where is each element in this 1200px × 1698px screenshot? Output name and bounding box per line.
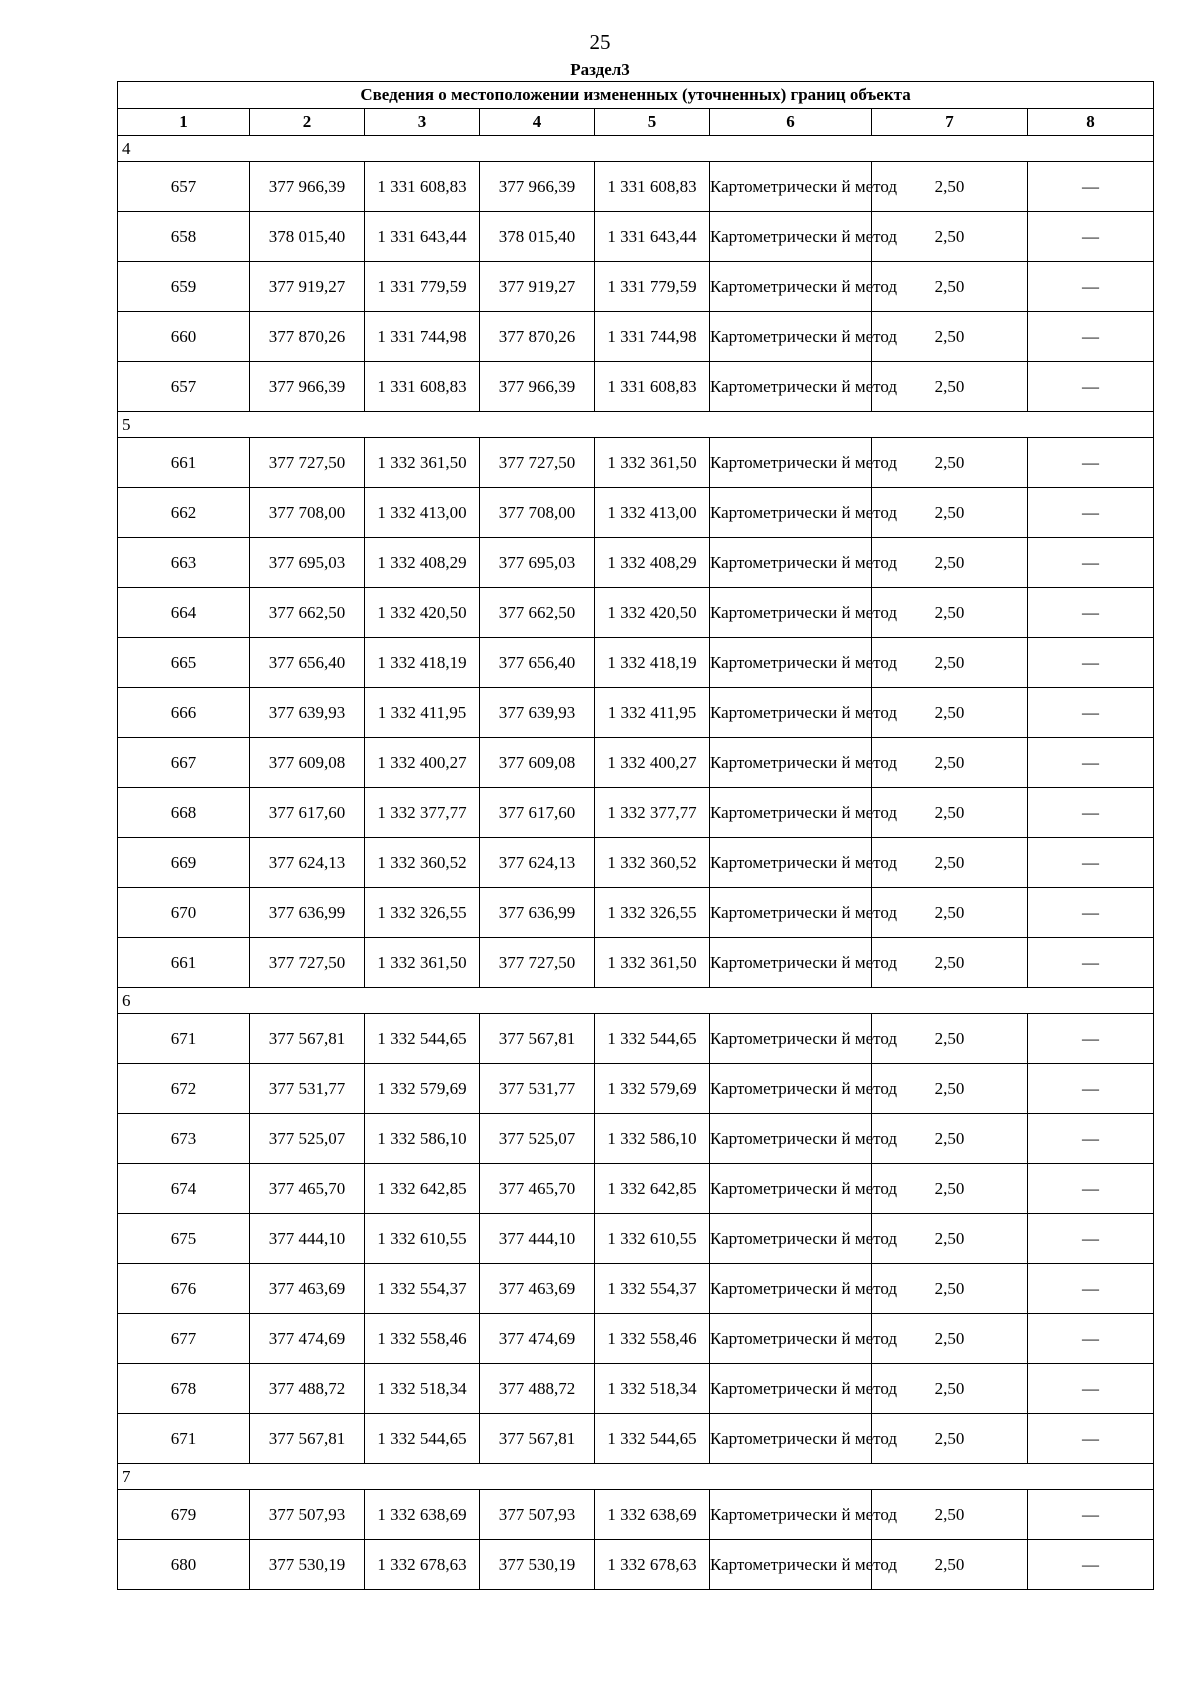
x-new-cell: 377 567,81 [480,1414,595,1464]
y-new-cell: 1 332 518,34 [595,1364,710,1414]
y-old-cell: 1 331 608,83 [365,362,480,412]
description-cell: — [1028,488,1154,538]
accuracy-cell: 2,50 [872,438,1028,488]
y-old-cell: 1 332 408,29 [365,538,480,588]
description-cell: — [1028,1164,1154,1214]
point-number-cell: 661 [118,938,250,988]
accuracy-cell: 2,50 [872,362,1028,412]
method-cell: Картометрически й метод [710,1414,872,1464]
y-old-cell: 1 332 518,34 [365,1364,480,1414]
column-header: 7 [872,109,1028,136]
point-number-cell: 678 [118,1364,250,1414]
accuracy-cell: 2,50 [872,1214,1028,1264]
x-new-cell: 377 656,40 [480,638,595,688]
y-old-cell: 1 332 400,27 [365,738,480,788]
point-number-cell: 666 [118,688,250,738]
x-old-cell: 377 531,77 [250,1064,365,1114]
x-new-cell: 377 662,50 [480,588,595,638]
method-cell: Картометрически й метод [710,688,872,738]
method-cell: Картометрически й метод [710,788,872,838]
description-cell: — [1028,1364,1154,1414]
description-cell: — [1028,1540,1154,1590]
method-cell: Картометрически й метод [710,1014,872,1064]
x-old-cell: 377 662,50 [250,588,365,638]
accuracy-cell: 2,50 [872,488,1028,538]
table-row [118,1540,1154,1590]
y-new-cell: 1 332 361,50 [595,438,710,488]
x-new-cell: 377 870,26 [480,312,595,362]
point-number-cell: 676 [118,1264,250,1314]
y-new-cell: 1 332 586,10 [595,1114,710,1164]
x-new-cell: 377 567,81 [480,1014,595,1064]
table-body [118,136,1154,1590]
method-cell: Картометрически й метод [710,1264,872,1314]
point-number-cell: 670 [118,888,250,938]
y-old-cell: 1 332 377,77 [365,788,480,838]
accuracy-cell: 2,50 [872,838,1028,888]
accuracy-cell: 2,50 [872,1264,1028,1314]
y-old-cell: 1 332 554,37 [365,1264,480,1314]
x-old-cell: 377 708,00 [250,488,365,538]
method-cell: Картометрически й метод [710,312,872,362]
group-row [118,1464,1154,1490]
y-old-cell: 1 332 326,55 [365,888,480,938]
column-header: 2 [250,109,365,136]
x-old-cell: 377 465,70 [250,1164,365,1214]
group-label: 5 [118,412,1154,438]
description-cell: — [1028,1064,1154,1114]
x-old-cell: 377 727,50 [250,438,365,488]
group-row [118,988,1154,1014]
x-new-cell: 378 015,40 [480,212,595,262]
x-new-cell: 377 695,03 [480,538,595,588]
x-old-cell: 377 695,03 [250,538,365,588]
accuracy-cell: 2,50 [872,538,1028,588]
table-caption-row [118,82,1154,109]
x-new-cell: 377 727,50 [480,938,595,988]
x-old-cell: 377 617,60 [250,788,365,838]
method-cell: Картометрически й метод [710,1540,872,1590]
y-new-cell: 1 331 744,98 [595,312,710,362]
description-cell: — [1028,362,1154,412]
table-row [118,262,1154,312]
x-old-cell: 377 636,99 [250,888,365,938]
y-old-cell: 1 332 413,00 [365,488,480,538]
description-cell: — [1028,1114,1154,1164]
x-old-cell: 377 567,81 [250,1414,365,1464]
description-cell: — [1028,262,1154,312]
x-old-cell: 377 624,13 [250,838,365,888]
column-header-row [118,109,1154,136]
accuracy-cell: 2,50 [872,1114,1028,1164]
table-caption: Сведения о местоположении измененных (уточненных) границ объекта [118,82,1154,109]
y-new-cell: 1 332 377,77 [595,788,710,838]
y-new-cell: 1 332 554,37 [595,1264,710,1314]
point-number-cell: 662 [118,488,250,538]
x-old-cell: 377 966,39 [250,162,365,212]
x-old-cell: 377 525,07 [250,1114,365,1164]
table-row [118,1490,1154,1540]
page-number: 25 [589,30,611,54]
table-row [118,1364,1154,1414]
point-number-cell: 671 [118,1414,250,1464]
table-row [118,1064,1154,1114]
x-new-cell: 377 966,39 [480,362,595,412]
x-new-cell: 377 530,19 [480,1540,595,1590]
y-new-cell: 1 332 610,55 [595,1214,710,1264]
method-cell: Картометрически й метод [710,262,872,312]
x-new-cell: 377 465,70 [480,1164,595,1214]
method-cell: Картометрически й метод [710,838,872,888]
accuracy-cell: 2,50 [872,1014,1028,1064]
table-row [118,312,1154,362]
x-old-cell: 377 919,27 [250,262,365,312]
y-old-cell: 1 332 610,55 [365,1214,480,1264]
description-cell: — [1028,1014,1154,1064]
table-row [118,888,1154,938]
accuracy-cell: 2,50 [872,1540,1028,1590]
section-title: Раздел3 [570,60,630,79]
x-new-cell: 377 624,13 [480,838,595,888]
method-cell: Картометрически й метод [710,738,872,788]
y-old-cell: 1 332 544,65 [365,1014,480,1064]
column-header: 1 [118,109,250,136]
x-new-cell: 377 507,93 [480,1490,595,1540]
description-cell: — [1028,212,1154,262]
point-number-cell: 660 [118,312,250,362]
table-row [118,362,1154,412]
method-cell: Картометрически й метод [710,438,872,488]
accuracy-cell: 2,50 [872,1314,1028,1364]
x-new-cell: 377 708,00 [480,488,595,538]
x-old-cell: 378 015,40 [250,212,365,262]
method-cell: Картометрически й метод [710,1314,872,1364]
x-old-cell: 377 567,81 [250,1014,365,1064]
x-old-cell: 377 656,40 [250,638,365,688]
y-old-cell: 1 332 638,69 [365,1490,480,1540]
point-number-cell: 668 [118,788,250,838]
x-new-cell: 377 474,69 [480,1314,595,1364]
accuracy-cell: 2,50 [872,1064,1028,1114]
y-old-cell: 1 332 411,95 [365,688,480,738]
accuracy-cell: 2,50 [872,162,1028,212]
point-number-cell: 674 [118,1164,250,1214]
accuracy-cell: 2,50 [872,888,1028,938]
y-new-cell: 1 332 360,52 [595,838,710,888]
description-cell: — [1028,888,1154,938]
description-cell: — [1028,938,1154,988]
y-old-cell: 1 331 643,44 [365,212,480,262]
point-number-cell: 657 [118,162,250,212]
y-new-cell: 1 331 779,59 [595,262,710,312]
coordinates-table [117,81,1154,1590]
x-old-cell: 377 966,39 [250,362,365,412]
description-cell: — [1028,638,1154,688]
x-old-cell: 377 444,10 [250,1214,365,1264]
x-new-cell: 377 609,08 [480,738,595,788]
point-number-cell: 680 [118,1540,250,1590]
method-cell: Картометрически й метод [710,1114,872,1164]
x-old-cell: 377 474,69 [250,1314,365,1364]
accuracy-cell: 2,50 [872,638,1028,688]
y-old-cell: 1 332 420,50 [365,588,480,638]
description-cell: — [1028,738,1154,788]
y-old-cell: 1 331 779,59 [365,262,480,312]
y-old-cell: 1 332 360,52 [365,838,480,888]
table-row [118,1414,1154,1464]
table-row [118,588,1154,638]
description-cell: — [1028,788,1154,838]
y-new-cell: 1 332 361,50 [595,938,710,988]
y-new-cell: 1 332 420,50 [595,588,710,638]
x-new-cell: 377 531,77 [480,1064,595,1114]
accuracy-cell: 2,50 [872,312,1028,362]
group-label: 7 [118,1464,1154,1490]
point-number-cell: 664 [118,588,250,638]
description-cell: — [1028,1414,1154,1464]
point-number-cell: 665 [118,638,250,688]
table-row [118,838,1154,888]
accuracy-cell: 2,50 [872,1364,1028,1414]
y-new-cell: 1 332 678,63 [595,1540,710,1590]
accuracy-cell: 2,50 [872,738,1028,788]
point-number-cell: 672 [118,1064,250,1114]
description-cell: — [1028,162,1154,212]
method-cell: Картометрически й метод [710,888,872,938]
point-number-cell: 677 [118,1314,250,1364]
x-old-cell: 377 870,26 [250,312,365,362]
column-header: 8 [1028,109,1154,136]
y-new-cell: 1 332 638,69 [595,1490,710,1540]
x-new-cell: 377 463,69 [480,1264,595,1314]
table-row [118,162,1154,212]
method-cell: Картометрически й метод [710,538,872,588]
method-cell: Картометрически й метод [710,1214,872,1264]
x-old-cell: 377 639,93 [250,688,365,738]
accuracy-cell: 2,50 [872,688,1028,738]
table-row [118,488,1154,538]
y-old-cell: 1 332 418,19 [365,638,480,688]
x-new-cell: 377 617,60 [480,788,595,838]
x-old-cell: 377 727,50 [250,938,365,988]
x-new-cell: 377 919,27 [480,262,595,312]
table-row [118,212,1154,262]
column-header: 5 [595,109,710,136]
accuracy-cell: 2,50 [872,1164,1028,1214]
accuracy-cell: 2,50 [872,1490,1028,1540]
y-new-cell: 1 332 544,65 [595,1014,710,1064]
method-cell: Картометрически й метод [710,1490,872,1540]
table-row [118,938,1154,988]
group-label: 4 [118,136,1154,162]
table-row [118,1314,1154,1364]
y-old-cell: 1 332 544,65 [365,1414,480,1464]
point-number-cell: 669 [118,838,250,888]
description-cell: — [1028,438,1154,488]
x-new-cell: 377 488,72 [480,1364,595,1414]
description-cell: — [1028,538,1154,588]
point-number-cell: 675 [118,1214,250,1264]
y-new-cell: 1 332 411,95 [595,688,710,738]
method-cell: Картометрически й метод [710,1064,872,1114]
y-old-cell: 1 332 642,85 [365,1164,480,1214]
table-row [118,538,1154,588]
table-row [118,1014,1154,1064]
x-old-cell: 377 530,19 [250,1540,365,1590]
y-old-cell: 1 332 579,69 [365,1064,480,1114]
description-cell: — [1028,1314,1154,1364]
y-new-cell: 1 332 544,65 [595,1414,710,1464]
y-new-cell: 1 331 608,83 [595,362,710,412]
x-old-cell: 377 609,08 [250,738,365,788]
point-number-cell: 673 [118,1114,250,1164]
y-old-cell: 1 331 744,98 [365,312,480,362]
point-number-cell: 679 [118,1490,250,1540]
y-new-cell: 1 331 608,83 [595,162,710,212]
method-cell: Картометрически й метод [710,1364,872,1414]
x-old-cell: 377 488,72 [250,1364,365,1414]
x-old-cell: 377 507,93 [250,1490,365,1540]
table-row [118,638,1154,688]
y-new-cell: 1 332 418,19 [595,638,710,688]
method-cell: Картометрически й метод [710,588,872,638]
x-new-cell: 377 444,10 [480,1214,595,1264]
accuracy-cell: 2,50 [872,1414,1028,1464]
y-new-cell: 1 332 400,27 [595,738,710,788]
table-row [118,1264,1154,1314]
y-old-cell: 1 332 558,46 [365,1314,480,1364]
y-old-cell: 1 332 361,50 [365,938,480,988]
y-new-cell: 1 332 326,55 [595,888,710,938]
point-number-cell: 663 [118,538,250,588]
table-row [118,1214,1154,1264]
point-number-cell: 661 [118,438,250,488]
group-row [118,136,1154,162]
method-cell: Картометрически й метод [710,488,872,538]
y-new-cell: 1 332 413,00 [595,488,710,538]
x-old-cell: 377 463,69 [250,1264,365,1314]
column-header: 6 [710,109,872,136]
y-old-cell: 1 332 361,50 [365,438,480,488]
y-old-cell: 1 332 586,10 [365,1114,480,1164]
column-header: 3 [365,109,480,136]
point-number-cell: 667 [118,738,250,788]
y-old-cell: 1 332 678,63 [365,1540,480,1590]
table-row [118,1164,1154,1214]
y-new-cell: 1 331 643,44 [595,212,710,262]
method-cell: Картометрически й метод [710,162,872,212]
point-number-cell: 671 [118,1014,250,1064]
point-number-cell: 658 [118,212,250,262]
x-new-cell: 377 636,99 [480,888,595,938]
x-new-cell: 377 525,07 [480,1114,595,1164]
method-cell: Картометрически й метод [710,938,872,988]
method-cell: Картометрически й метод [710,1164,872,1214]
y-new-cell: 1 332 642,85 [595,1164,710,1214]
method-cell: Картометрически й метод [710,212,872,262]
point-number-cell: 657 [118,362,250,412]
x-new-cell: 377 639,93 [480,688,595,738]
point-number-cell: 659 [118,262,250,312]
y-new-cell: 1 332 579,69 [595,1064,710,1114]
method-cell: Картометрически й метод [710,638,872,688]
table-row [118,1114,1154,1164]
accuracy-cell: 2,50 [872,788,1028,838]
description-cell: — [1028,588,1154,638]
group-row [118,412,1154,438]
x-new-cell: 377 966,39 [480,162,595,212]
accuracy-cell: 2,50 [872,212,1028,262]
column-header: 4 [480,109,595,136]
y-new-cell: 1 332 558,46 [595,1314,710,1364]
table-row [118,438,1154,488]
method-cell: Картометрически й метод [710,362,872,412]
description-cell: — [1028,1490,1154,1540]
description-cell: — [1028,312,1154,362]
y-old-cell: 1 331 608,83 [365,162,480,212]
table-row [118,738,1154,788]
y-new-cell: 1 332 408,29 [595,538,710,588]
accuracy-cell: 2,50 [872,938,1028,988]
accuracy-cell: 2,50 [872,262,1028,312]
accuracy-cell: 2,50 [872,588,1028,638]
x-new-cell: 377 727,50 [480,438,595,488]
description-cell: — [1028,838,1154,888]
description-cell: — [1028,688,1154,738]
description-cell: — [1028,1214,1154,1264]
table-row [118,788,1154,838]
group-label: 6 [118,988,1154,1014]
table-row [118,688,1154,738]
description-cell: — [1028,1264,1154,1314]
